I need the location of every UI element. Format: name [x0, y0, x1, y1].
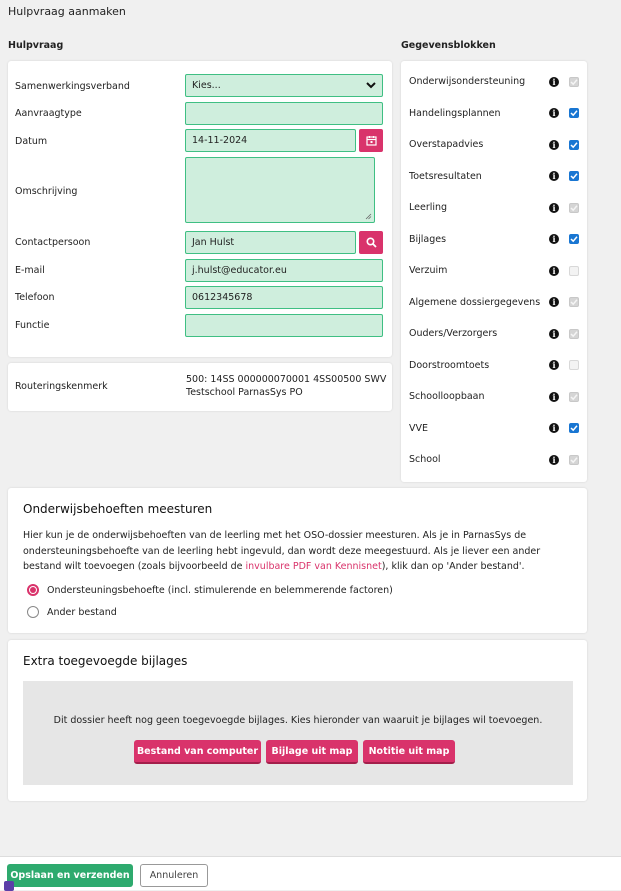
gegevensblokken-list [401, 66, 587, 476]
gegevensblok-checkbox[interactable] [569, 108, 579, 118]
functie-label: Functie [15, 320, 50, 331]
bijlage-uit-map-button[interactable]: Bijlage uit map [266, 740, 358, 764]
onderwijsbehoeften-title: Onderwijsbehoeften meesturen [23, 502, 213, 516]
cancel-button[interactable]: Annuleren [140, 864, 208, 887]
gegevensblok-row [401, 350, 587, 382]
datum-field[interactable]: 14-11-2024 [185, 129, 356, 152]
gegevensblok-checkbox [569, 297, 579, 307]
checkmark-icon [570, 204, 578, 212]
gegevensblok-label: Toetsresultaten [409, 170, 482, 182]
radio-button[interactable] [27, 606, 39, 618]
bijlages-empty-text: Dit dossier heeft nog geen toegevoegde bijlages. Kies hieronder van waaruit je bijlages wil toevoegen. [53, 715, 543, 726]
radio-option-ander-bestand[interactable] [27, 606, 117, 618]
routing-line-1: 500: 14SS 000000070001 4SS00500 SWV [186, 374, 387, 385]
bijlages-card [8, 640, 587, 801]
info-icon[interactable]: i [549, 392, 559, 402]
kennisnet-pdf-link[interactable]: invulbare PDF van Kennisnet [245, 561, 382, 572]
checkmark-icon [570, 298, 578, 306]
gegevensblok-checkbox [569, 329, 579, 339]
gegevensblokken-card [401, 61, 587, 482]
page-title: Hulpvraag aanmaken [8, 5, 126, 18]
gegevensblok-label: Overstapadvies [409, 139, 484, 151]
gegevensblok-row [401, 129, 587, 161]
contactpersoon-field[interactable]: Jan Hulst [185, 231, 356, 254]
routing-value [186, 373, 386, 399]
search-icon [366, 237, 377, 248]
functie-field[interactable] [185, 314, 383, 337]
bijlages-empty-area [23, 681, 573, 785]
info-icon[interactable]: i [549, 297, 559, 307]
info-icon[interactable]: i [549, 108, 559, 118]
info-icon[interactable]: i [549, 360, 559, 370]
gegevensblok-label: School [409, 454, 441, 466]
info-icon[interactable]: i [549, 171, 559, 181]
samenwerkingsverband-label: Samenwerkingsverband [15, 81, 130, 92]
radio-button-selected[interactable] [27, 584, 39, 596]
save-and-send-button[interactable]: Opslaan en verzenden [7, 864, 133, 887]
bestand-van-computer-button[interactable]: Bestand van computer [134, 740, 261, 764]
routing-card [8, 363, 392, 411]
resize-handle-icon[interactable] [365, 213, 372, 220]
email-field[interactable]: j.hulst@educator.eu [185, 259, 383, 282]
onderwijsbehoeften-description [23, 528, 578, 575]
routing-label: Routeringskenmerk [15, 381, 108, 392]
telefoon-label: Telefoon [15, 292, 55, 303]
gegevensblok-label: Algemene dossiergegevens [409, 296, 541, 308]
calendar-button[interactable] [359, 129, 383, 152]
gegevensblok-row [401, 66, 587, 98]
checkmark-icon [570, 456, 578, 464]
omschrijving-textarea[interactable] [185, 157, 375, 223]
gegevensblok-row [401, 255, 587, 287]
footer-bar [0, 856, 621, 890]
gegevensblokken-section-label: Gegevensblokken [401, 40, 496, 51]
gegevensblok-label: Doorstroomtoets [409, 359, 490, 371]
info-icon[interactable]: i [549, 203, 559, 213]
info-icon[interactable]: i [549, 455, 559, 465]
radio-option-ondersteuningsbehoefte[interactable] [27, 584, 393, 596]
checkmark-icon [570, 78, 578, 86]
aanvraagtype-field[interactable] [185, 102, 383, 125]
gegevensblok-row [401, 318, 587, 350]
gegevensblok-row [401, 381, 587, 413]
gegevensblok-checkbox[interactable] [569, 234, 579, 244]
description-text-before: Hier kun je de onderwijsbehoeften van de leerling met het OSO-dossier meesturen. Als je in ParnasSys de ondersteuningsbehoefte van de leerling hebt ingevuld, dan wordt deze meegestuurd. Als je liever een ander bestand wilt toevoegen (zoals bijvoorbeeld de [23, 530, 541, 572]
gegevensblok-row [401, 444, 587, 476]
contactpersoon-search-button[interactable] [359, 231, 383, 254]
info-icon[interactable]: i [549, 329, 559, 339]
contactpersoon-label: Contactpersoon [15, 237, 91, 248]
routing-line-2: Testschool ParnasSys PO [186, 387, 303, 398]
gegevensblok-checkbox[interactable] [569, 266, 579, 276]
checkmark-icon [570, 235, 578, 243]
gegevensblok-row [401, 413, 587, 445]
telefoon-field[interactable]: 0612345678 [185, 286, 383, 309]
notitie-uit-map-button[interactable]: Notitie uit map [363, 740, 455, 764]
calendar-icon [366, 135, 377, 146]
samenwerkingsverband-select[interactable] [185, 74, 383, 97]
description-text-after: ), klik dan op 'Ander bestand'. [381, 561, 525, 572]
gegevensblok-label: Onderwijsondersteuning [409, 76, 526, 88]
gegevensblok-checkbox [569, 77, 579, 87]
hulpvraag-section-label: Hulpvraag [8, 40, 64, 51]
gegevensblok-row [401, 161, 587, 193]
gegevensblok-row [401, 192, 587, 224]
checkmark-icon [570, 424, 578, 432]
radio-label-ander-bestand: Ander bestand [47, 606, 117, 618]
gegevensblok-checkbox [569, 203, 579, 213]
checkmark-icon [570, 109, 578, 117]
onderwijsbehoeften-card [8, 488, 587, 633]
gegevensblok-label: Verzuim [409, 265, 448, 277]
gegevensblok-checkbox[interactable] [569, 360, 579, 370]
info-icon[interactable]: i [549, 234, 559, 244]
gegevensblok-label: VVE [409, 422, 428, 434]
checkmark-icon [570, 330, 578, 338]
chevron-down-icon [366, 82, 376, 89]
gegevensblok-checkbox[interactable] [569, 171, 579, 181]
info-icon[interactable]: i [549, 77, 559, 87]
checkmark-icon [570, 393, 578, 401]
gegevensblok-label: Schoolloopbaan [409, 391, 485, 403]
gegevensblok-checkbox [569, 392, 579, 402]
info-icon[interactable]: i [549, 423, 559, 433]
gegevensblok-label: Handelingsplannen [409, 107, 501, 119]
radio-label-ondersteuningsbehoefte: Ondersteuningsbehoefte (incl. stimulerende en belemmerende factoren) [47, 584, 393, 596]
gegevensblok-checkbox [569, 455, 579, 465]
samenwerkingsverband-value: Kies... [192, 80, 221, 91]
checkmark-icon [570, 172, 578, 180]
gegevensblok-row [401, 287, 587, 319]
gegevensblok-label: Leerling [409, 202, 448, 214]
checkmark-icon [570, 141, 578, 149]
gegevensblok-row [401, 224, 587, 256]
datum-label: Datum [15, 136, 48, 147]
hulpvraag-form-card [8, 61, 392, 357]
gegevensblok-row [401, 98, 587, 130]
bijlages-title: Extra toegevoegde bijlages [23, 654, 188, 668]
gegevensblok-label: Ouders/Verzorgers [409, 328, 498, 340]
info-icon[interactable]: i [549, 140, 559, 150]
gegevensblok-checkbox[interactable] [569, 140, 579, 150]
aanvraagtype-label: Aanvraagtype [15, 108, 82, 119]
gegevensblok-label: Bijlages [409, 233, 447, 245]
omschrijving-label: Omschrijving [15, 186, 78, 197]
gegevensblok-checkbox[interactable] [569, 423, 579, 433]
info-icon[interactable]: i [549, 266, 559, 276]
email-label: E-mail [15, 265, 45, 276]
